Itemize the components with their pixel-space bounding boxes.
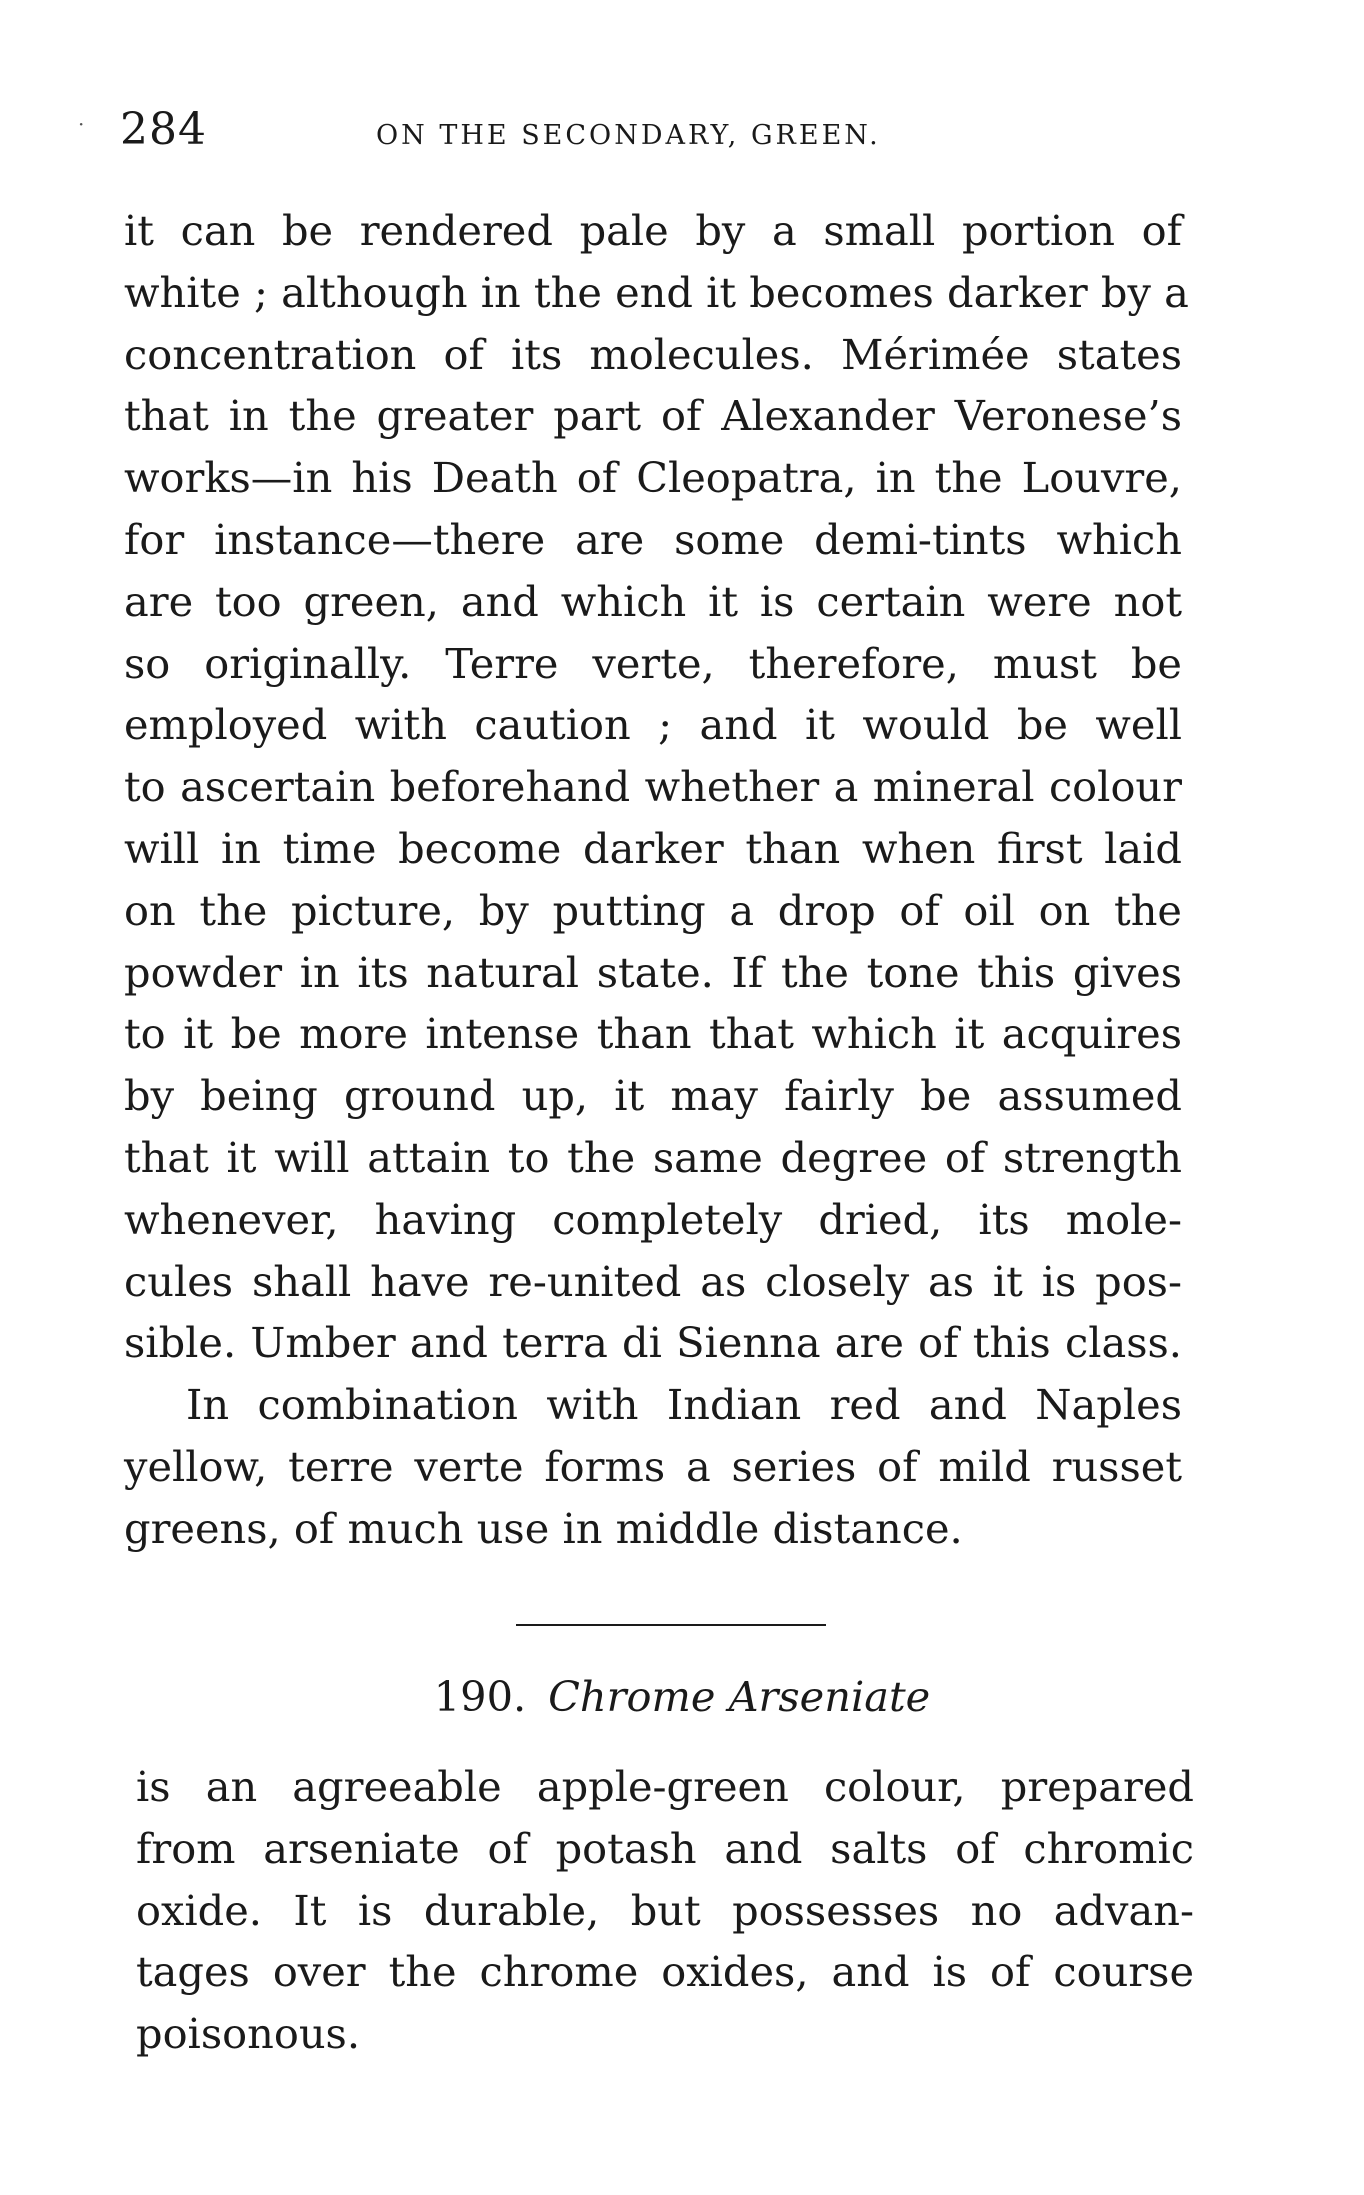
text-line: to ascertain beforehand whether a mineral colour xyxy=(124,762,1182,812)
text-line: powder in its natural state. If the tone this gives xyxy=(124,947,1182,997)
text-line: by being ground up, it may fairly be assumed xyxy=(124,1071,1182,1121)
text-line: white ; although in the end it becomes darker by a xyxy=(124,267,1189,317)
text-line: to it be more intense than that which it acquires xyxy=(124,1009,1182,1059)
margin-dot: · xyxy=(78,112,85,136)
text-line: poisonous. xyxy=(136,2009,361,2059)
text-line: employed with caution ; and it would be well xyxy=(124,700,1182,750)
text-line: yellow, terre verte forms a series of mild russet xyxy=(124,1441,1182,1491)
body-text xyxy=(124,200,1189,1560)
text-line: cules shall have re-united as closely as it is pos- xyxy=(124,1256,1182,1306)
running-title: ON THE SECONDARY, GREEN. xyxy=(376,120,881,151)
text-line: that in the greater part of Alexander Veronese’s xyxy=(124,391,1182,441)
text-line: from arseniate of potash and salts of chromic xyxy=(136,1823,1194,1873)
text-line: are too green, and which it is certain were not xyxy=(124,576,1182,626)
text-line: for instance—there are some demi-tints which xyxy=(124,514,1182,564)
text-line: tages over the chrome oxides, and is of course xyxy=(136,1947,1194,1997)
text-line: oxide. It is durable, but possesses no advan- xyxy=(136,1885,1194,1935)
text-line: on the picture, by putting a drop of oil on the xyxy=(124,885,1182,935)
text-line: works—in his Death of Cleopatra, in the Louvre, xyxy=(124,453,1182,503)
text-line: it can be rendered pale by a small portion of xyxy=(124,206,1182,255)
section-number: 190. xyxy=(433,1672,527,1721)
text-line: sible. Umber and terra di Sienna are of this class. xyxy=(124,1318,1182,1368)
text-line: whenever, having completely dried, its mole- xyxy=(124,1194,1182,1244)
section-heading xyxy=(0,1672,1364,1721)
section-text xyxy=(136,1756,1194,2065)
text-line: will in time become darker than when first laid xyxy=(124,823,1182,873)
text-line: greens, of much use in middle distance. xyxy=(124,1503,963,1553)
page-number: 284 xyxy=(120,104,207,155)
text-line: concentration of its molecules. Mérimée states xyxy=(124,329,1182,379)
text-line: so originally. Terre verte, therefore, must be xyxy=(124,638,1182,688)
section-divider xyxy=(516,1624,826,1626)
text-line: is an agreeable apple-green colour, prepared xyxy=(136,1762,1194,1811)
section-title: Chrome Arseniate xyxy=(548,1672,931,1721)
text-line: that it will attain to the same degree of strength xyxy=(124,1132,1182,1182)
text-line: In combination with Indian red and Naples xyxy=(186,1380,1182,1430)
